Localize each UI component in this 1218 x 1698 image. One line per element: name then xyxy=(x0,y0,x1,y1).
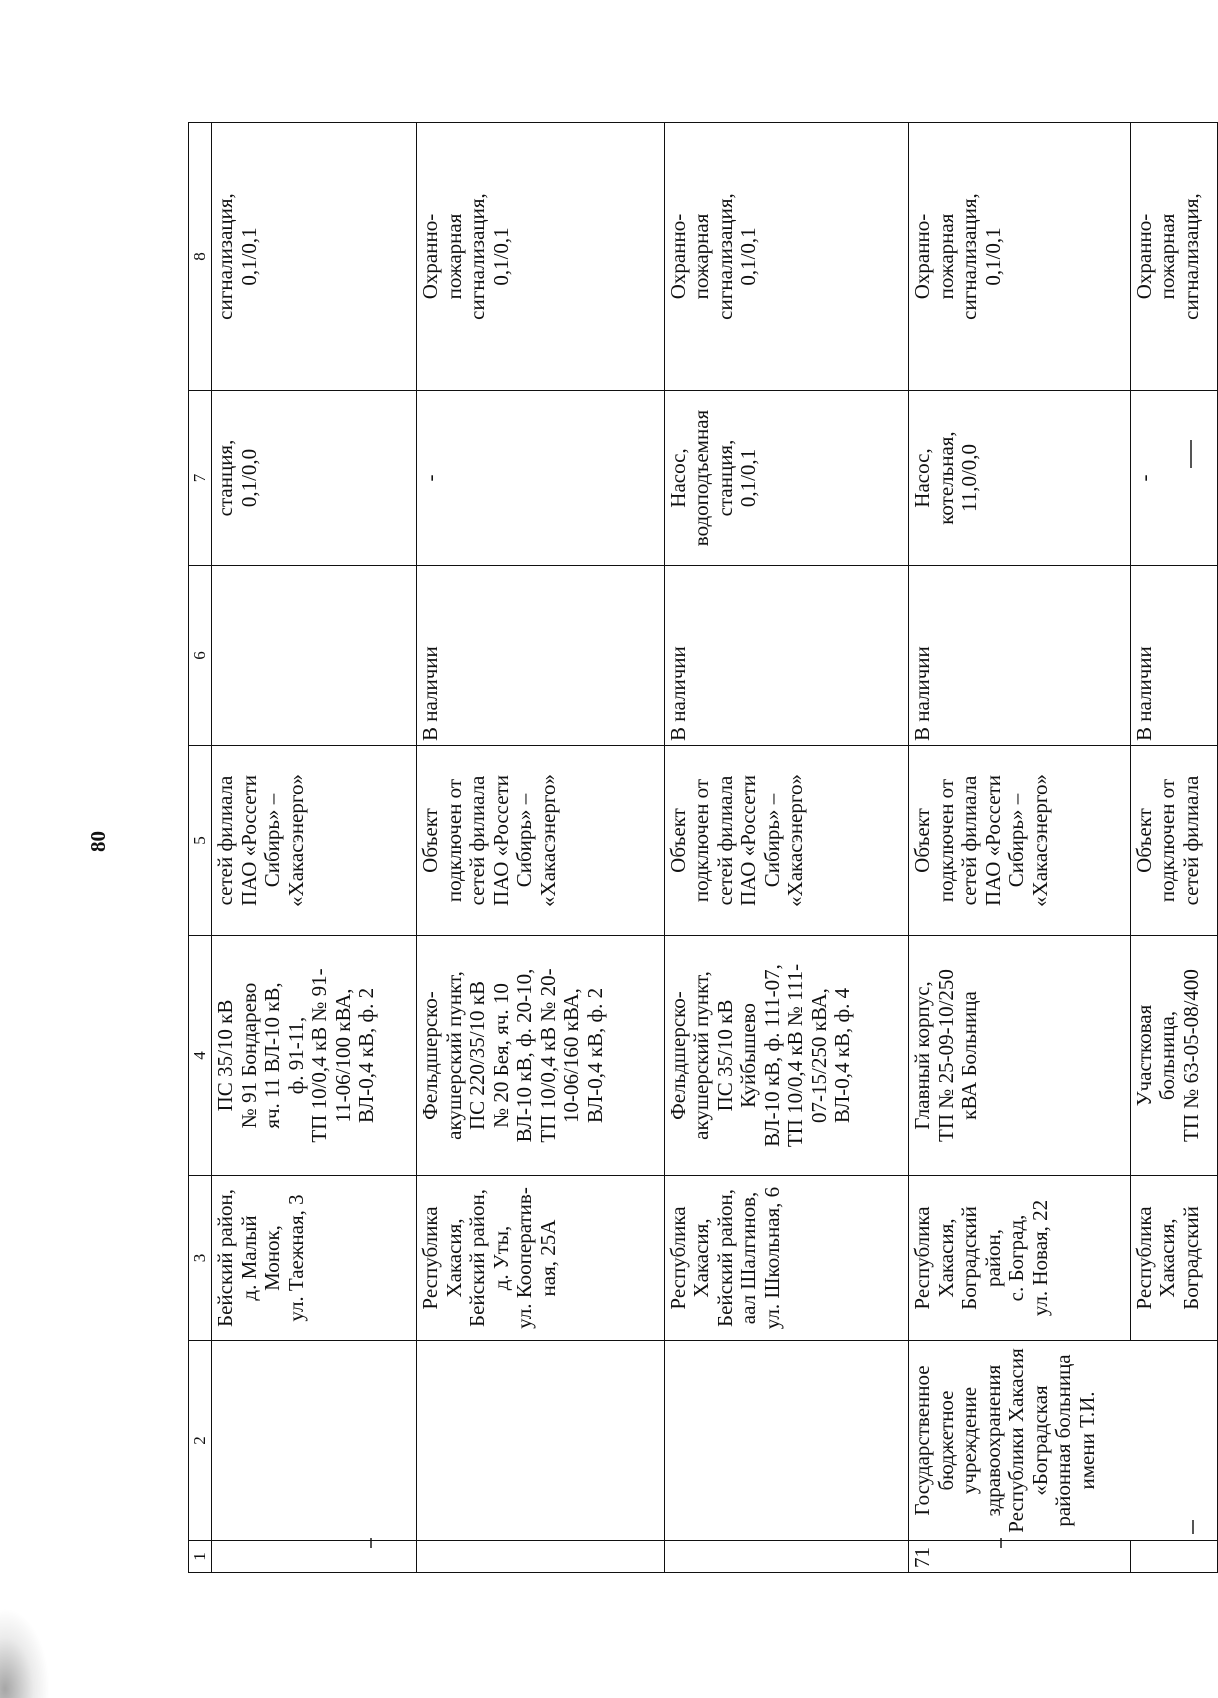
cell-equipment: Насос, котельная, 11,0/0,0 xyxy=(909,391,1131,566)
table-row xyxy=(664,123,908,1573)
cell-connection: Объект подключен от сетей филиала ПАО «Россети Сибирь» – «Хакасэнерго» xyxy=(664,746,908,936)
table-row xyxy=(909,123,1131,1573)
table-row xyxy=(1130,123,1217,1573)
cell-power-source: Фельдшерско- акушерский пункт, ПС 220/35/10 кВ № 20 Бея, яч. 10 ВЛ-10 кВ, ф. 20-10, ТП 10/0,4 кВ № 20- 10-06/160 кВА, ВЛ-0,4 кВ, ф. 2 xyxy=(417,936,665,1176)
cell-equipment: - xyxy=(1130,391,1217,566)
cell-power-source: Участковая больница, ТП № 63-05-08/400 xyxy=(1130,936,1217,1176)
cell-power-source: Фельдшерско- акушерский пункт, ПС 35/10 кВ Куйбышево ВЛ-10 кВ, ф. 111-07, ТП 10/0,4 кВ № 111- 07-15/250 кВА, ВЛ-0,4 кВ, ф. 4 xyxy=(664,936,908,1176)
cell-number xyxy=(212,1541,417,1573)
cell-connection: Объект подключен от сетей филиала ПАО «Россети Сибирь» – «Хакасэнерго» xyxy=(909,746,1131,936)
cell-number xyxy=(417,1541,665,1573)
cell-availability: В наличии xyxy=(664,566,908,746)
cell-availability: В наличии xyxy=(1130,566,1217,746)
header-cell: 2 xyxy=(189,1341,212,1541)
cell-equipment: - xyxy=(417,391,665,566)
header-cell: 5 xyxy=(189,746,212,936)
cell-alarm: Охранно- пожарная сигнализация, 0,1/0,1 xyxy=(909,123,1131,391)
cell-address: Республика Хакасия, Боградский xyxy=(1130,1176,1217,1341)
header-cell: 1 xyxy=(189,1541,212,1573)
cell-connection: Объект подключен от сетей филиала xyxy=(1130,746,1217,936)
data-table xyxy=(188,122,1218,1573)
page-number: 80 xyxy=(86,831,110,852)
cell-address: Республика Хакасия, Бейский район, д. Уты, ул. Кооператив- ная, 25А xyxy=(417,1176,665,1341)
cell-organization xyxy=(212,1341,417,1541)
table-row xyxy=(212,123,417,1573)
header-row xyxy=(189,123,212,1573)
cell-organization xyxy=(664,1341,908,1541)
cell-connection: Объект подключен от сетей филиала ПАО «Россети Сибирь» – «Хакасэнерго» xyxy=(417,746,665,936)
rotated-table-container xyxy=(188,123,1218,1573)
cell-alarm: Охранно- пожарная сигнализация, 0,1/0,1 xyxy=(664,123,908,391)
cell-address: Республика Хакасия, Боградский район, с. Боград, ул. Новая, 22 xyxy=(909,1176,1131,1341)
header-cell: 3 xyxy=(189,1176,212,1341)
header-cell: 8 xyxy=(189,123,212,391)
cell-organization: Государственное бюджетное учреждение здравоохранения Республики Хакасия «Боградская районная больница имени Т.И. xyxy=(909,1341,1131,1541)
table-row xyxy=(417,123,665,1573)
scan-smudge xyxy=(0,1608,50,1698)
cell-organization xyxy=(417,1341,665,1541)
cell-address: Бейский район, д. Малый Монок, ул. Таежная, 3 xyxy=(212,1176,417,1341)
cell-alarm: Охранно- пожарная сигнализация, 0,1/0,1 xyxy=(417,123,665,391)
cell-availability: В наличии xyxy=(909,566,1131,746)
header-cell: 4 xyxy=(189,936,212,1176)
cell-equipment: Насос, водоподъемная станция, 0,1/0,1 xyxy=(664,391,908,566)
cell-alarm: Охранно- пожарная сигнализация, xyxy=(1130,123,1217,391)
cell-number xyxy=(1130,1541,1217,1573)
cell-organization xyxy=(1130,1341,1217,1541)
header-cell: 6 xyxy=(189,566,212,746)
cell-availability: В наличии xyxy=(417,566,665,746)
cell-alarm: сигнализация, 0,1/0,1 xyxy=(212,123,417,391)
cell-availability xyxy=(212,566,417,746)
cell-connection: сетей филиала ПАО «Россети Сибирь» – «Хакасэнерго» xyxy=(212,746,417,936)
cell-number xyxy=(664,1541,908,1573)
cell-power-source: ПС 35/10 кВ № 91 Бондарево яч. 11 ВЛ-10 кВ, ф. 91-11, ТП 10/0,4 кВ № 91- 11-06/100 кВА, ВЛ-0,4 кВ, ф. 2 xyxy=(212,936,417,1176)
cell-equipment: станция, 0,1/0,0 xyxy=(212,391,417,566)
header-cell: 7 xyxy=(189,391,212,566)
cell-number: 71 xyxy=(909,1541,1131,1573)
cell-address: Республика Хакасия, Бейский район, аал Шалгинов, ул. Школьная, 6 xyxy=(664,1176,908,1341)
cell-power-source: Главный корпус, ТП № 25-09-10/250 кВА Больница xyxy=(909,936,1131,1176)
